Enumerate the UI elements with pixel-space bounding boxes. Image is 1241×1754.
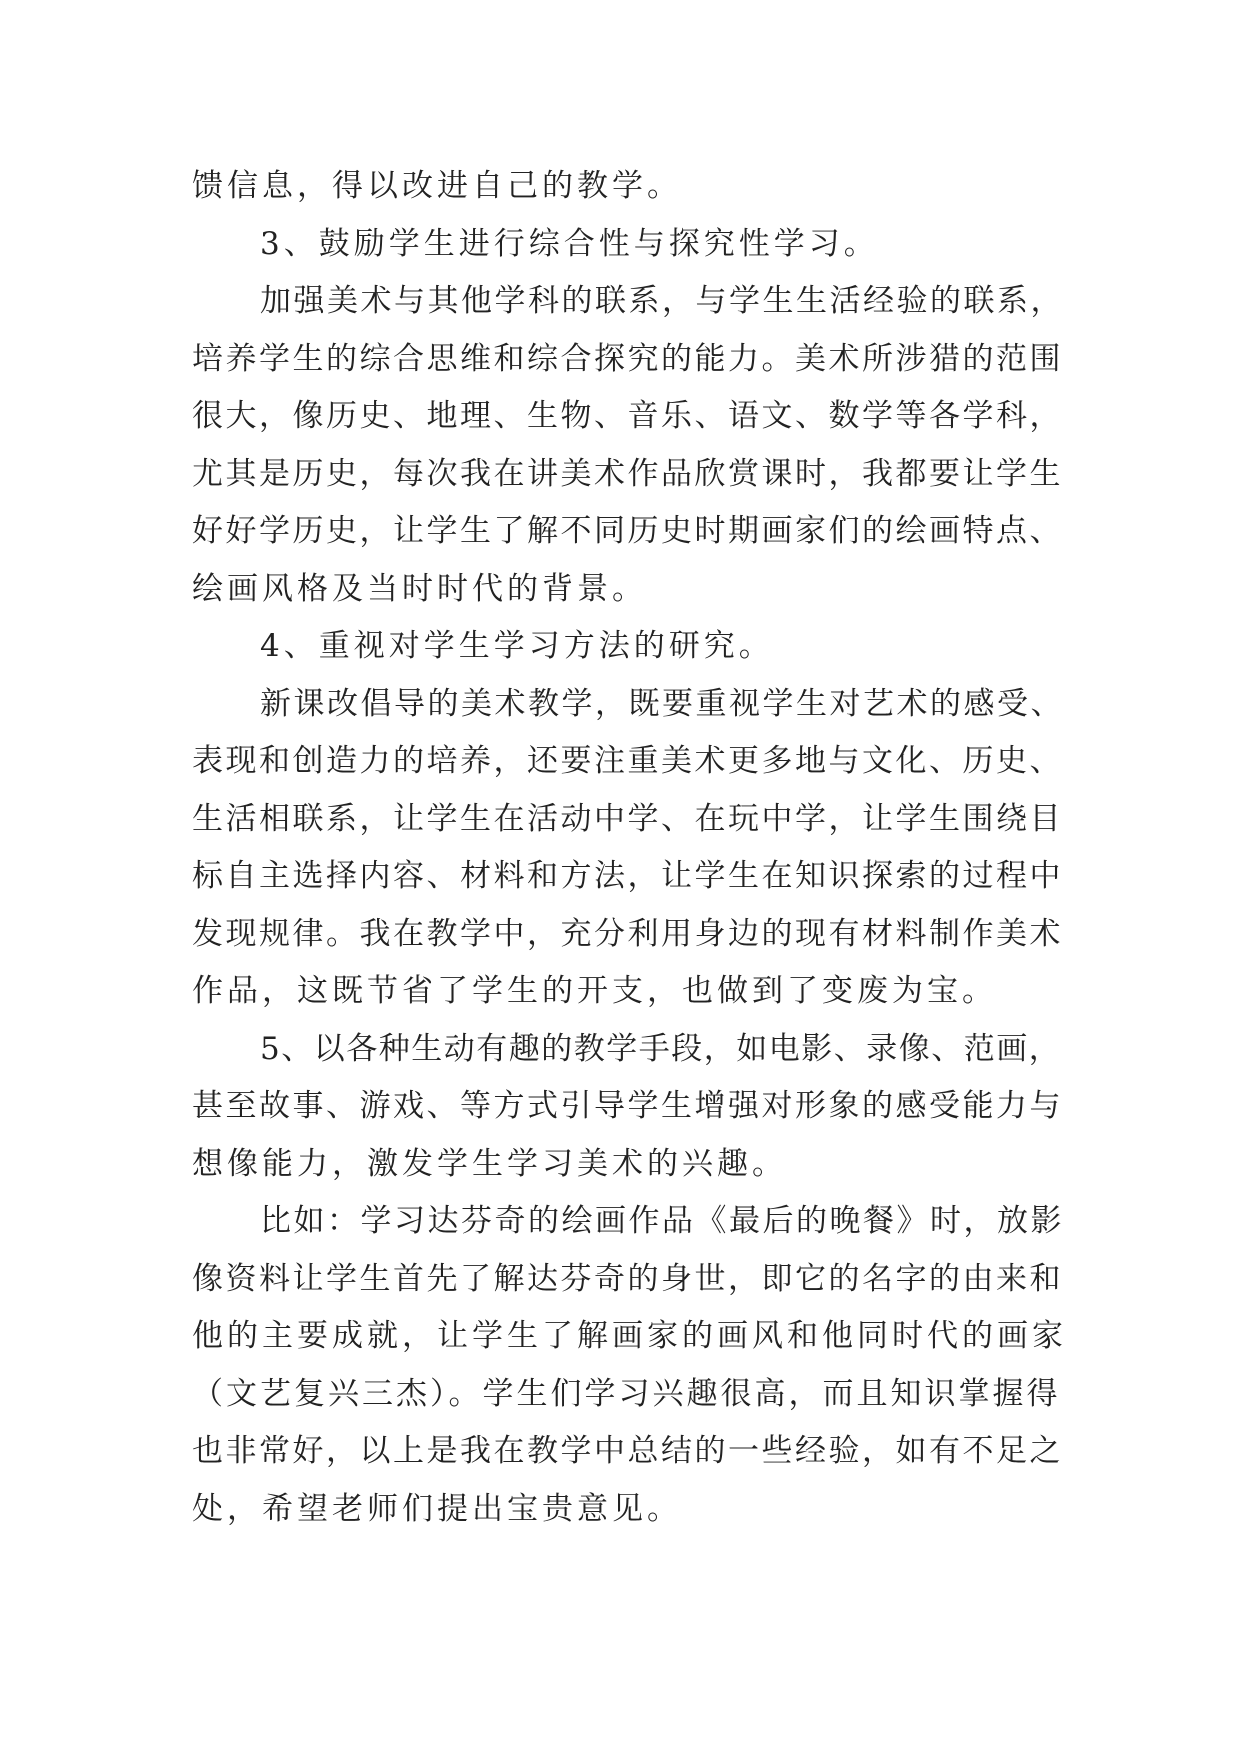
document-body xyxy=(192,158,1072,1538)
text-line: 好好学历史，让学生了解不同历史时期画家们的绘画特点、 xyxy=(192,513,1063,549)
text-line: 4、重视对学生学习方法的研究。 xyxy=(260,628,774,664)
text-line: 馈信息，得以改进自己的教学。 xyxy=(192,168,682,204)
text-line: 作品，这既节省了学生的开支，也做到了变废为宝。 xyxy=(192,973,997,1009)
text-line: 他的主要成就，让学生了解画家的画风和他同时代的画家 xyxy=(192,1318,1067,1354)
text-line: 5、以各种生动有趣的教学手段，如电影、录像、范画， xyxy=(260,1030,1062,1067)
text-line: 加强美术与其他学科的联系，与学生生活经验的联系， xyxy=(260,283,1064,319)
text-line: 很大，像历史、地理、生物、音乐、语文、数学等各学科， xyxy=(192,398,1063,434)
text-line: （文艺复兴三杰）。学生们学习兴趣很高，而且知识掌握得 xyxy=(192,1375,1061,1412)
text-line: 想像能力，激发学生学习美术的兴趣。 xyxy=(192,1145,787,1182)
text-line: 像资料让学生首先了解达芬奇的身世，即它的名字的由来和 xyxy=(192,1260,1063,1297)
text-line: 也非常好，以上是我在教学中总结的一些经验，如有不足之 xyxy=(192,1433,1063,1469)
text-line: 新课改倡导的美术教学，既要重视学生对艺术的感受、 xyxy=(260,685,1064,722)
text-line: 甚至故事、游戏、等方式引导学生增强对形象的感受能力与 xyxy=(192,1088,1063,1124)
text-line: 比如：学习达芬奇的绘画作品《最后的晚餐》时，放影 xyxy=(260,1203,1064,1239)
text-line: 尤其是历史，每次我在讲美术作品欣赏课时，我都要让学生 xyxy=(192,455,1063,492)
text-line: 发现规律。我在教学中，充分利用身边的现有材料制作美术 xyxy=(192,915,1063,952)
text-line: 3、鼓励学生进行综合性与探究性学习。 xyxy=(260,225,879,262)
text-line: 生活相联系，让学生在活动中学、在玩中学，让学生围绕目 xyxy=(192,800,1063,837)
text-line: 培养学生的综合思维和综合探究的能力。美术所涉猎的范围 xyxy=(192,340,1063,377)
text-line: 处，希望老师们提出宝贵意见。 xyxy=(192,1490,682,1527)
text-line: 表现和创造力的培养，还要注重美术更多地与文化、历史、 xyxy=(192,743,1063,779)
text-line: 标自主选择内容、材料和方法，让学生在知识探索的过程中 xyxy=(192,858,1063,894)
text-line: 绘画风格及当时时代的背景。 xyxy=(192,570,647,607)
